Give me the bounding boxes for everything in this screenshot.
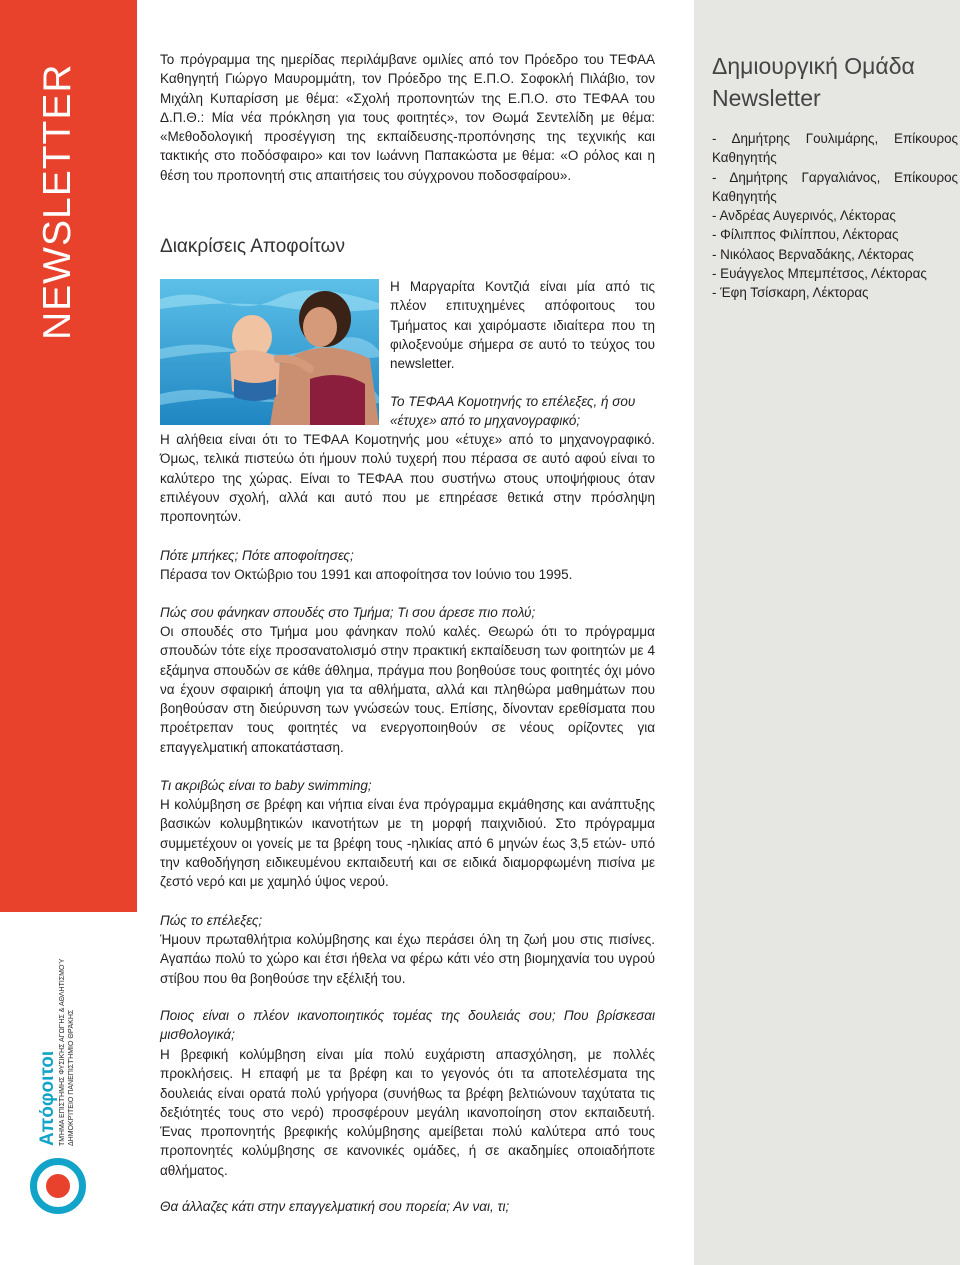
interview-answer-1: Η αλήθεια είναι ότι το ΤΕΦΑΑ Κομοτηνής μου «έτυχε» από το μηχανογραφικό. Όμως, τελικά πιστεύω ότι ήμουν πολύ τυχερή που πέρασα σε αυτό αφού είναι το καλύτερο της χώρας. Είναι το ΤΕΦΑΑ που συστήνω στους υποψήφιους όταν επιλέγουν σχολή, αλλά και αυτό που με επηρέασε θετικά στην πρόσληψη προπονητών. [160,432,655,525]
team-member: - Ευάγγελος Μπεμπέτσος, Λέκτορας [712,266,927,282]
interview-answer-2: Πέρασα τον Οκτώβριο του 1991 και αποφοίτησα τον Ιούνιο του 1995. [160,567,573,582]
interview-question-4: Τι ακριβώς είναι το baby swimming; [160,778,372,793]
logo-text [38,959,76,1146]
swimming-photo [160,279,379,425]
sidebar-title-line2: Newsletter [712,85,821,111]
interview-answer-6: Η βρεφική κολύμβηση είναι μία πολύ ευχάριστη απασχόληση, με πολλές προκλήσεις. Η επαφή με τα βρέφη και το γεγονός ότι τα αποτελέσματα της δουλειάς είναι ορατά πολύ γρήγορα (συνήθως τα βρέφη βελτιώνουν ταχύτατα τις δεξιότητές τους στο νερό) προσφέρουν μεγάλη ικανοποίηση στον εκπαιδευτή. Ένας προπονητής βρεφικής κολύμβησης αμείβεται πολύ καλύτερα από τους προπονητές κολύμβησης σε κανονικές ομάδες, ή σε ακαδημίες οποιαδήποτε αθλήματος. [160,1047,655,1178]
interview-question-1: Το ΤΕΦΑΑ Κομοτηνής το επέλεξες, ή σου «έτυχε» από το μηχανογραφικό; [390,394,636,429]
intro-beside-photo: Η Μαργαρίτα Κοντζιά είναι μία από τις πλέον επιτυχημένες απόφοιτους του Τμήματος και χαιρόμαστε ιδιαίτερα που τη φιλοξενούμε σήμερα σε αυτό το τεύχος του newsletter. [390,279,655,372]
team-member: - Νικόλαος Βερναδάκης, Λέκτορας [712,246,914,262]
interview-question-7: Θα άλλαζες κάτι στην επαγγελματική σου πορεία; Αν ναι, τι; [160,1199,510,1214]
pool-photo-icon [160,279,379,425]
logo-title: Απόφοιτοι [37,1050,58,1146]
interview-question-3: Πώς σου φάνηκαν σπουδές στο Τμήμα; Τι σου άρεσε πιο πολύ; [160,605,536,620]
team-member-list [712,129,958,303]
interview-answer-4: Η κολύμβηση σε βρέφη και νήπια είναι ένα πρόγραμμα εκμάθησης και ανάπτυξης βασικών κολυμβητικών ικανοτήτων με τη μορφή παιχνιδιού. Στο πρόγραμμα συμμετέχουν οι γονείς με τα βρέφη τους -ηλικίας από 6 μηνών έως 3,5 ετών- υπό την καθοδήγηση ειδικευμένου εκπαιδευτή και σε ειδικά διαμορφωμένη πισίνα με ζεστό νερό και με χαμηλό ύψος νερού. [160,797,655,890]
sidebar-title-line1: Δημιουργική Ομάδα [712,53,915,79]
team-member: - Δημήτρης Γουλιμάρης, Επίκουρος Καθηγητής [712,131,958,166]
interview-question-5: Πώς το επέλεξες; [160,913,263,928]
team-member: - Φίλιππος Φιλίππου, Λέκτορας [712,227,899,243]
logo-mark-icon [30,1158,86,1214]
team-member: - Ανδρέας Αυγερινός, Λέκτορας [712,208,896,224]
intro-paragraph: Το πρόγραμμα της ημερίδας περιλάμβανε ομιλίες από τον Πρόεδρο του ΤΕΦΑΑ Καθηγητή Γιώργο Μαυρομμάτη, τον Πρόεδρο της Ε.Π.Ο. Σοφοκλή Πιλάβιο, τον Μιχάλη Κυπαρίσση με θέμα: «Σχολή προπονητών της Ε.Π.Ο. στο ΤΕΦΑΑ του Δ.Π.Θ.: Μία νέα πρόκληση για τους φοιτητές», τον Θωμά Σεντελίδη με θέμα: «Μεθοδολογική προσέγγιση της εκπαίδευσης-προπόνησης της τεχνικής και τακτικής στο ποδόσφαιρο» και τον Ιωάννη Παπακώστα με θέμα: «Ο ρόλος και η θέση του προπονητή στις απαιτήσεις του σύγχρονου ποδοσφαίρου». [160,52,655,183]
team-member: - Έφη Τσίσκαρη, Λέκτορας [712,285,869,301]
interview-answer-5: Ήμουν πρωταθλήτρια κολύμβησης και έχω περάσει όλη τη ζωή μου στις πισίνες. Αγαπάω πολύ το χώρο και έτσι ήθελα να φέρω κάτι νέο στη βιομηχανία του υγρού στίβου που θα βοηθούσε την εξέλιξή του. [160,932,655,986]
interview-question-2: Πότε μπήκες; Πότε αποφοίτησες; [160,548,354,563]
team-member: - Δημήτρης Γαργαλιάνος, Επίκουρος Καθηγητής [712,169,958,204]
interview-question-6: Ποιος είναι ο πλέον ικανοποιητικός τομέας της δουλειάς σου; Που βρίσκεσαι μισθολογικά; [160,1008,655,1043]
logo-subtitle-1: ΤΜΉΜΑ ΕΠΙΣΤΉΜΗΣ ΦΥΣΙΚΉΣ ΑΓΩΓΉΣ & ΑΘΛΗΤΙΣΜΟΎ [59,958,66,1146]
newsletter-vertical-title: NEWSLETTER [36,63,79,340]
section-heading: Διακρίσεις Αποφοίτων [160,236,345,257]
interview-answer-3: Οι σπουδές στο Τμήμα μου φάνηκαν πολύ καλές. Θεωρώ ότι το πρόγραμμα σπουδών τότε είχε προσανατολισμό στην πρακτική εκπαίδευση των φοιτητών με 4 εξάμηνα σπουδών σε κάθε άθλημα, πράγμα που βοηθούσε τους φοιτητές όχι μόνο να έχουν σφαιρική άποψη για τα αθλήματα, αλλά και πληθώρα μαθημάτων που βοηθούσαν στη διεύρυνση των γνώσεών τους. Επίσης, δίνονταν ερεθίσματα που προέτρεπαν τους φοιτητές να ενεργοποιηθούν σε νέους ορίζοντες για επαγγελματική αποκατάσταση. [160,624,655,755]
logo-subtitle-2: ΔΗΜΟΚΡΊΤΕΙΟ ΠΑΝΕΠΙΣΤΉΜΙΟ ΘΡΆΚΗΣ [68,1009,75,1146]
sidebar-title [712,50,952,114]
